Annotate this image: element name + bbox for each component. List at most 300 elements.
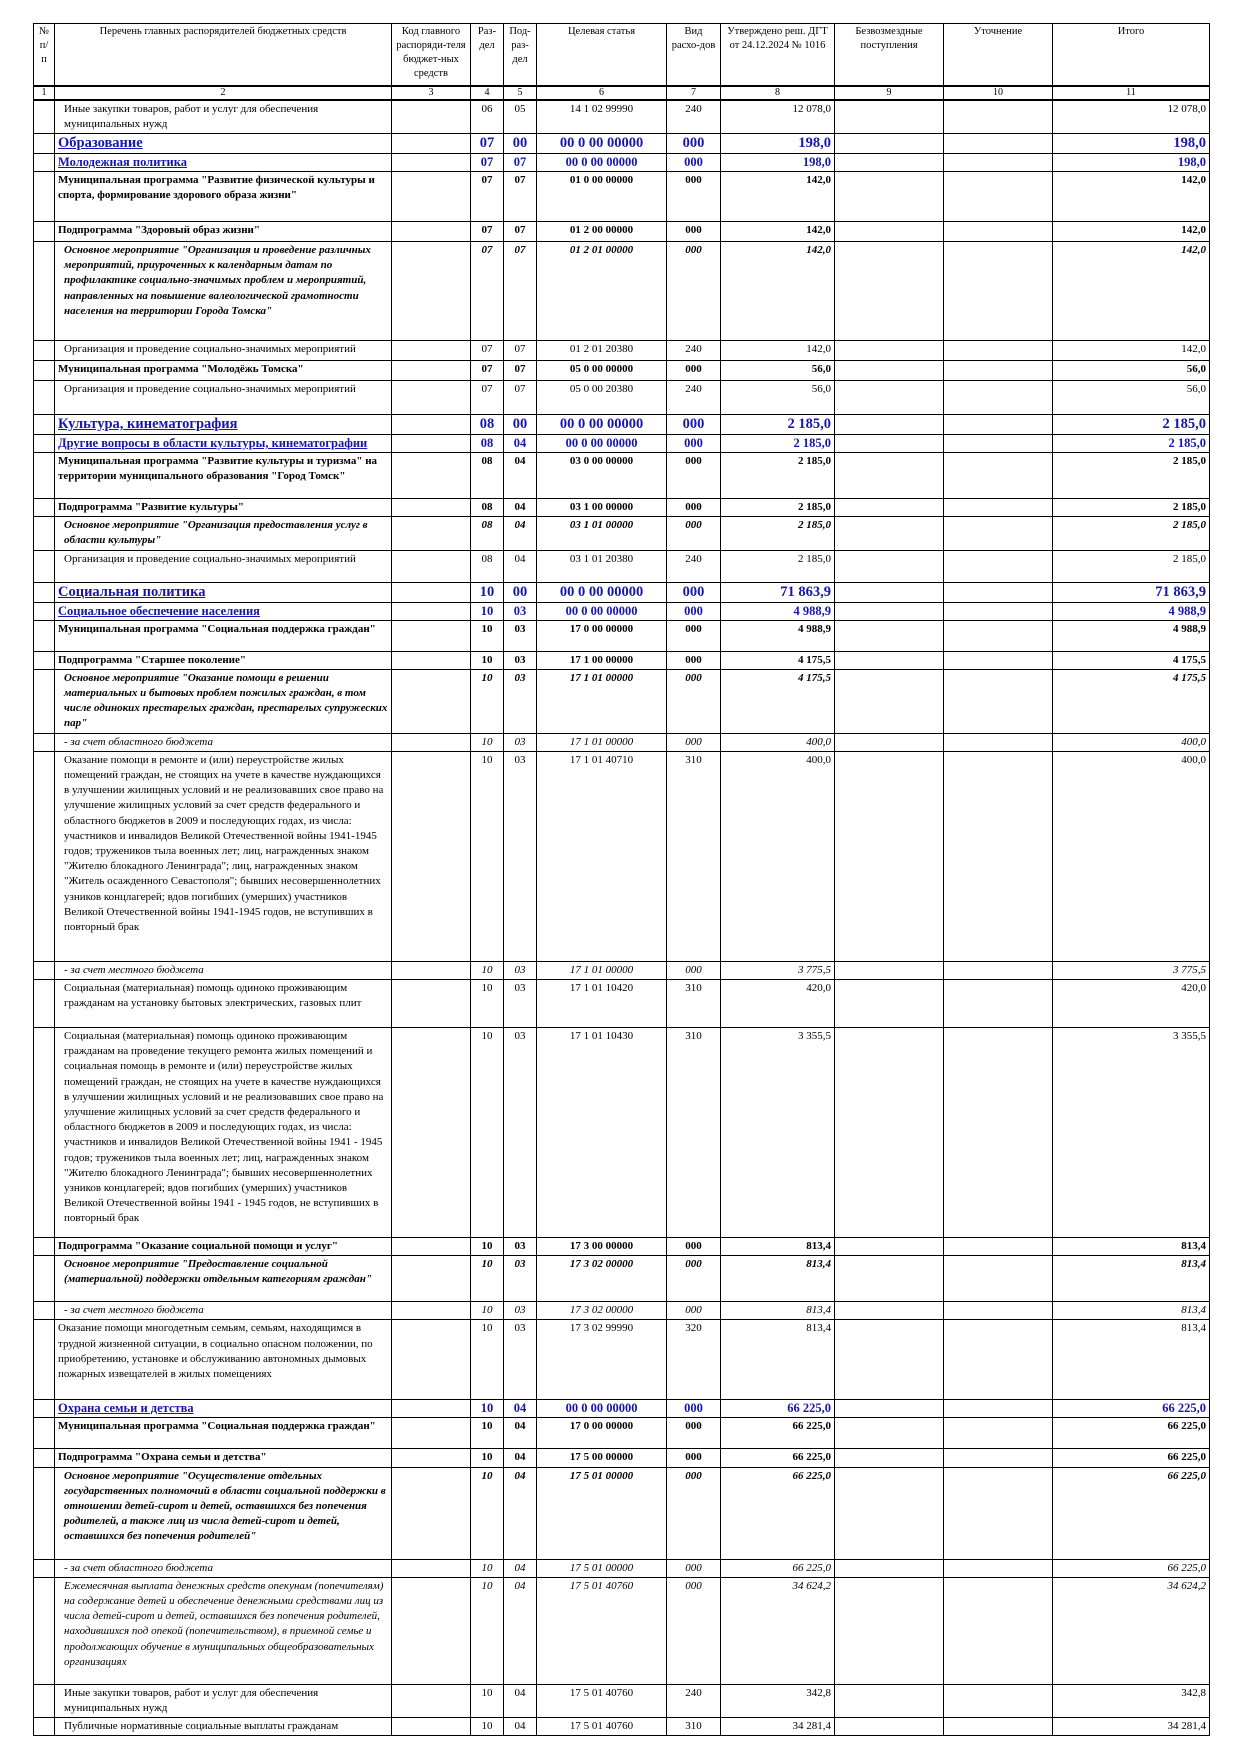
section-code: 10 [471, 733, 504, 751]
table-row [34, 669, 1210, 733]
grants-amount [835, 582, 944, 602]
subsection-code: 07 [504, 153, 537, 171]
target-article-code: 03 1 01 20380 [537, 550, 667, 582]
adjustment-amount [944, 221, 1053, 241]
subsection-code: 07 [504, 241, 537, 340]
header-managers-list: Перечень главных распорядителей бюджетных средств [55, 24, 392, 86]
section-code: 07 [471, 340, 504, 360]
row-name: Подпрограмма "Старшее поколение" [55, 651, 392, 669]
grants-amount [835, 1400, 944, 1418]
target-article-code: 05 0 00 20380 [537, 380, 667, 414]
table-row [34, 1559, 1210, 1577]
total-amount: 34 281,4 [1053, 1718, 1210, 1736]
adjustment-amount [944, 414, 1053, 434]
grants-amount [835, 153, 944, 171]
target-article-code: 14 1 02 99990 [537, 100, 667, 134]
row-number-cell [34, 1577, 55, 1684]
table-row [34, 133, 1210, 153]
expense-type-code: 000 [667, 153, 721, 171]
section-code: 10 [471, 1684, 504, 1717]
approved-amount: 2 185,0 [721, 517, 835, 550]
target-article-code: 17 1 01 00000 [537, 733, 667, 751]
approved-amount: 71 863,9 [721, 582, 835, 602]
expense-type-code: 000 [667, 669, 721, 733]
header-subsection: Под-раз-дел [504, 24, 537, 86]
row-number-cell [34, 452, 55, 498]
table-row [34, 1302, 1210, 1320]
approved-amount: 66 225,0 [721, 1418, 835, 1449]
approved-amount: 4 175,5 [721, 669, 835, 733]
grants-amount [835, 221, 944, 241]
total-amount: 34 624,2 [1053, 1577, 1210, 1684]
adjustment-amount [944, 153, 1053, 171]
manager-code-cell [392, 1718, 471, 1736]
expense-type-code: 240 [667, 380, 721, 414]
subsection-code: 03 [504, 1320, 537, 1400]
grants-amount [835, 452, 944, 498]
approved-amount: 2 185,0 [721, 452, 835, 498]
expense-type-code: 310 [667, 979, 721, 1027]
table-row [34, 434, 1210, 452]
row-number-cell [34, 1027, 55, 1237]
manager-code-cell [392, 360, 471, 380]
column-number-row [34, 86, 1210, 100]
total-amount: 400,0 [1053, 733, 1210, 751]
approved-amount: 142,0 [721, 340, 835, 360]
row-name: Охрана семьи и детства [55, 1400, 392, 1418]
row-name: - за счет областного бюджета [55, 1559, 392, 1577]
grants-amount [835, 1577, 944, 1684]
section-code: 10 [471, 1718, 504, 1736]
row-name: - за счет местного бюджета [55, 961, 392, 979]
expense-type-code: 000 [667, 1559, 721, 1577]
table-row [34, 550, 1210, 582]
section-code: 08 [471, 434, 504, 452]
total-amount: 4 175,5 [1053, 669, 1210, 733]
table-row [34, 1718, 1210, 1736]
approved-amount: 813,4 [721, 1320, 835, 1400]
adjustment-amount [944, 733, 1053, 751]
expense-type-code: 000 [667, 651, 721, 669]
grants-amount [835, 100, 944, 134]
section-code: 07 [471, 241, 504, 340]
subsection-code: 04 [504, 452, 537, 498]
section-code: 10 [471, 582, 504, 602]
total-amount: 3 355,5 [1053, 1027, 1210, 1237]
manager-code-cell [392, 100, 471, 134]
expense-type-code: 000 [667, 434, 721, 452]
approved-amount: 66 225,0 [721, 1449, 835, 1467]
target-article-code: 01 2 01 00000 [537, 241, 667, 340]
subsection-code: 03 [504, 1237, 537, 1255]
row-number-cell [34, 414, 55, 434]
approved-amount: 142,0 [721, 221, 835, 241]
section-code: 08 [471, 550, 504, 582]
approved-amount: 2 185,0 [721, 550, 835, 582]
approved-amount: 420,0 [721, 979, 835, 1027]
total-amount: 4 988,9 [1053, 620, 1210, 651]
manager-code-cell [392, 733, 471, 751]
grants-amount [835, 1237, 944, 1255]
row-name: Социальная политика [55, 582, 392, 602]
grants-amount [835, 733, 944, 751]
subsection-code: 04 [504, 1400, 537, 1418]
adjustment-amount [944, 360, 1053, 380]
approved-amount: 56,0 [721, 360, 835, 380]
approved-amount: 2 185,0 [721, 498, 835, 516]
subsection-code: 03 [504, 669, 537, 733]
manager-code-cell [392, 1449, 471, 1467]
row-number-cell [34, 133, 55, 153]
manager-code-cell [392, 340, 471, 360]
approved-amount: 198,0 [721, 153, 835, 171]
expense-type-code: 000 [667, 733, 721, 751]
subsection-code: 07 [504, 171, 537, 221]
total-amount: 142,0 [1053, 171, 1210, 221]
total-amount: 813,4 [1053, 1302, 1210, 1320]
table-row [34, 1237, 1210, 1255]
total-amount: 66 225,0 [1053, 1559, 1210, 1577]
approved-amount: 3 355,5 [721, 1027, 835, 1237]
adjustment-amount [944, 1718, 1053, 1736]
table-row [34, 1684, 1210, 1717]
target-article-code: 17 5 01 00000 [537, 1467, 667, 1559]
expense-type-code: 310 [667, 751, 721, 961]
target-article-code: 00 0 00 00000 [537, 414, 667, 434]
manager-code-cell [392, 582, 471, 602]
row-number-cell [34, 1559, 55, 1577]
grants-amount [835, 133, 944, 153]
table-row [34, 751, 1210, 961]
row-name: Муниципальная программа "Развитие культуры и туризма" на территории муниципального образования "Город Томск" [55, 452, 392, 498]
subsection-code: 04 [504, 1577, 537, 1684]
adjustment-amount [944, 1027, 1053, 1237]
table-row [34, 620, 1210, 651]
table-row [34, 1467, 1210, 1559]
row-name: Культура, кинематография [55, 414, 392, 434]
subsection-code: 03 [504, 1027, 537, 1237]
manager-code-cell [392, 133, 471, 153]
approved-amount: 813,4 [721, 1302, 835, 1320]
table-row [34, 498, 1210, 516]
adjustment-amount [944, 452, 1053, 498]
expense-type-code: 000 [667, 1577, 721, 1684]
adjustment-amount [944, 1256, 1053, 1302]
subsection-code: 03 [504, 979, 537, 1027]
expense-type-code: 000 [667, 961, 721, 979]
col-number: 2 [55, 86, 392, 100]
row-number-cell [34, 961, 55, 979]
total-amount: 71 863,9 [1053, 582, 1210, 602]
target-article-code: 17 5 01 40760 [537, 1577, 667, 1684]
section-code: 10 [471, 1237, 504, 1255]
grants-amount [835, 1449, 944, 1467]
manager-code-cell [392, 1302, 471, 1320]
manager-code-cell [392, 1684, 471, 1717]
expense-type-code: 000 [667, 498, 721, 516]
grants-amount [835, 751, 944, 961]
adjustment-amount [944, 1418, 1053, 1449]
section-code: 10 [471, 1027, 504, 1237]
approved-amount: 4 175,5 [721, 651, 835, 669]
expense-type-code: 240 [667, 100, 721, 134]
adjustment-amount [944, 1302, 1053, 1320]
expense-type-code: 000 [667, 1467, 721, 1559]
adjustment-amount [944, 1559, 1053, 1577]
adjustment-amount [944, 171, 1053, 221]
expense-type-code: 000 [667, 1256, 721, 1302]
target-article-code: 17 3 02 00000 [537, 1256, 667, 1302]
header-approved: Утверждено реш. ДГТ от 24.12.2024 № 1016 [721, 24, 835, 86]
row-name: Подпрограмма "Развитие культуры" [55, 498, 392, 516]
total-amount: 813,4 [1053, 1320, 1210, 1400]
table-row [34, 1027, 1210, 1237]
adjustment-amount [944, 651, 1053, 669]
header-total: Итого [1053, 24, 1210, 86]
grants-amount [835, 602, 944, 620]
total-amount: 4 175,5 [1053, 651, 1210, 669]
grants-amount [835, 1718, 944, 1736]
table-row [34, 1449, 1210, 1467]
expense-type-code: 000 [667, 620, 721, 651]
approved-amount: 2 185,0 [721, 434, 835, 452]
total-amount: 400,0 [1053, 751, 1210, 961]
row-number-cell [34, 651, 55, 669]
grants-amount [835, 414, 944, 434]
section-code: 10 [471, 1320, 504, 1400]
row-name: - за счет местного бюджета [55, 1302, 392, 1320]
row-name: Муниципальная программа "Социальная поддержка граждан" [55, 1418, 392, 1449]
row-name: Подпрограмма "Здоровый образ жизни" [55, 221, 392, 241]
target-article-code: 00 0 00 00000 [537, 133, 667, 153]
section-code: 10 [471, 1559, 504, 1577]
grants-amount [835, 979, 944, 1027]
target-article-code: 17 1 01 10430 [537, 1027, 667, 1237]
expense-type-code: 000 [667, 241, 721, 340]
target-article-code: 00 0 00 00000 [537, 434, 667, 452]
section-code: 07 [471, 133, 504, 153]
expense-type-code: 240 [667, 340, 721, 360]
row-name: Образование [55, 133, 392, 153]
row-number-cell [34, 153, 55, 171]
target-article-code: 17 3 00 00000 [537, 1237, 667, 1255]
col-number: 5 [504, 86, 537, 100]
target-article-code: 17 0 00 00000 [537, 1418, 667, 1449]
approved-amount: 56,0 [721, 380, 835, 414]
target-article-code: 03 0 00 00000 [537, 452, 667, 498]
total-amount: 4 988,9 [1053, 602, 1210, 620]
row-number-cell [34, 100, 55, 134]
row-number-cell [34, 498, 55, 516]
row-number-cell [34, 360, 55, 380]
subsection-code: 03 [504, 602, 537, 620]
row-number-cell [34, 1449, 55, 1467]
col-number: 7 [667, 86, 721, 100]
header-grants: Безвозмездные поступления [835, 24, 944, 86]
manager-code-cell [392, 153, 471, 171]
subsection-code: 04 [504, 434, 537, 452]
expense-type-code: 320 [667, 1320, 721, 1400]
row-number-cell [34, 582, 55, 602]
row-number-cell [34, 620, 55, 651]
approved-amount: 813,4 [721, 1256, 835, 1302]
row-name: Оказание помощи многодетным семьям, семьям, находящимся в трудной жизненной ситуации, в социально опасном положении, по приобретению, установке и обслуживанию автономных дымовых пожарных извещателей в жилых помещениях [55, 1320, 392, 1400]
row-name: Организация и проведение социально-значимых мероприятий [55, 550, 392, 582]
row-name: Социальное обеспечение населения [55, 602, 392, 620]
expense-type-code: 000 [667, 1418, 721, 1449]
col-number: 3 [392, 86, 471, 100]
adjustment-amount [944, 1577, 1053, 1684]
subsection-code: 07 [504, 221, 537, 241]
section-code: 10 [471, 1577, 504, 1684]
table-row [34, 1577, 1210, 1684]
target-article-code: 03 1 00 00000 [537, 498, 667, 516]
total-amount: 420,0 [1053, 979, 1210, 1027]
table-row [34, 1256, 1210, 1302]
manager-code-cell [392, 414, 471, 434]
approved-amount: 4 988,9 [721, 620, 835, 651]
table-row [34, 360, 1210, 380]
row-number-cell [34, 340, 55, 360]
total-amount: 56,0 [1053, 360, 1210, 380]
subsection-code: 04 [504, 498, 537, 516]
approved-amount: 4 988,9 [721, 602, 835, 620]
manager-code-cell [392, 434, 471, 452]
section-code: 10 [471, 979, 504, 1027]
subsection-code: 04 [504, 1684, 537, 1717]
adjustment-amount [944, 669, 1053, 733]
adjustment-amount [944, 751, 1053, 961]
row-name: - за счет областного бюджета [55, 733, 392, 751]
row-name: Другие вопросы в области культуры, кинематографии [55, 434, 392, 452]
adjustment-amount [944, 340, 1053, 360]
adjustment-amount [944, 582, 1053, 602]
adjustment-amount [944, 434, 1053, 452]
table-row [34, 414, 1210, 434]
subsection-code: 04 [504, 1449, 537, 1467]
table-row [34, 452, 1210, 498]
grants-amount [835, 360, 944, 380]
table-row [34, 602, 1210, 620]
section-code: 10 [471, 1302, 504, 1320]
section-code: 10 [471, 1449, 504, 1467]
row-name: Молодежная политика [55, 153, 392, 171]
section-code: 10 [471, 751, 504, 961]
subsection-code: 00 [504, 133, 537, 153]
section-code: 08 [471, 498, 504, 516]
approved-amount: 12 078,0 [721, 100, 835, 134]
table-row [34, 1400, 1210, 1418]
target-article-code: 17 5 01 40760 [537, 1684, 667, 1717]
section-code: 07 [471, 221, 504, 241]
subsection-code: 00 [504, 414, 537, 434]
header-manager-code: Код главного распоряди-теля бюджет-ных средств [392, 24, 471, 86]
section-code: 07 [471, 360, 504, 380]
adjustment-amount [944, 1449, 1053, 1467]
row-number-cell [34, 669, 55, 733]
manager-code-cell [392, 651, 471, 669]
subsection-code: 04 [504, 1467, 537, 1559]
row-number-cell [34, 1237, 55, 1255]
target-article-code: 17 1 01 00000 [537, 669, 667, 733]
row-number-cell [34, 1718, 55, 1736]
target-article-code: 17 3 02 00000 [537, 1302, 667, 1320]
target-article-code: 01 0 00 00000 [537, 171, 667, 221]
grants-amount [835, 498, 944, 516]
header-row [34, 24, 1210, 86]
row-name: Основное мероприятие "Организация предоставления услуг в области культуры" [55, 517, 392, 550]
col-number: 1 [34, 86, 55, 100]
expense-type-code: 310 [667, 1027, 721, 1237]
row-number-cell [34, 751, 55, 961]
grants-amount [835, 517, 944, 550]
row-name: Основное мероприятие "Оказание помощи в решении материальных и бытовых проблем пожилых граждан, в том числе одиноких престарелых граждан, престарелых супружеских пар" [55, 669, 392, 733]
row-number-cell [34, 550, 55, 582]
target-article-code: 00 0 00 00000 [537, 582, 667, 602]
total-amount: 2 185,0 [1053, 434, 1210, 452]
expense-type-code: 000 [667, 221, 721, 241]
table-row [34, 380, 1210, 414]
row-number-cell [34, 171, 55, 221]
total-amount: 813,4 [1053, 1256, 1210, 1302]
manager-code-cell [392, 979, 471, 1027]
section-code: 10 [471, 602, 504, 620]
col-number: 9 [835, 86, 944, 100]
total-amount: 198,0 [1053, 133, 1210, 153]
row-number-cell [34, 1418, 55, 1449]
manager-code-cell [392, 1400, 471, 1418]
budget-table [33, 23, 1210, 1736]
col-number: 10 [944, 86, 1053, 100]
header-section: Раз-дел [471, 24, 504, 86]
table-row [34, 1418, 1210, 1449]
row-name: Иные закупки товаров, работ и услуг для обеспечения муниципальных нужд [55, 1684, 392, 1717]
total-amount: 813,4 [1053, 1237, 1210, 1255]
grants-amount [835, 1559, 944, 1577]
total-amount: 66 225,0 [1053, 1449, 1210, 1467]
row-number-cell [34, 979, 55, 1027]
approved-amount: 66 225,0 [721, 1559, 835, 1577]
manager-code-cell [392, 221, 471, 241]
table-row [34, 100, 1210, 134]
section-code: 10 [471, 961, 504, 979]
table-row [34, 340, 1210, 360]
manager-code-cell [392, 452, 471, 498]
approved-amount: 2 185,0 [721, 414, 835, 434]
section-code: 07 [471, 171, 504, 221]
target-article-code: 00 0 00 00000 [537, 602, 667, 620]
adjustment-amount [944, 100, 1053, 134]
col-number: 4 [471, 86, 504, 100]
total-amount: 342,8 [1053, 1684, 1210, 1717]
table-row [34, 221, 1210, 241]
total-amount: 198,0 [1053, 153, 1210, 171]
expense-type-code: 000 [667, 1400, 721, 1418]
approved-amount: 34 281,4 [721, 1718, 835, 1736]
adjustment-amount [944, 380, 1053, 414]
subsection-code: 04 [504, 1559, 537, 1577]
approved-amount: 400,0 [721, 733, 835, 751]
approved-amount: 142,0 [721, 241, 835, 340]
approved-amount: 66 225,0 [721, 1467, 835, 1559]
expense-type-code: 000 [667, 582, 721, 602]
grants-amount [835, 241, 944, 340]
row-number-cell [34, 241, 55, 340]
section-code: 10 [471, 620, 504, 651]
grants-amount [835, 669, 944, 733]
expense-type-code: 000 [667, 360, 721, 380]
section-code: 08 [471, 517, 504, 550]
